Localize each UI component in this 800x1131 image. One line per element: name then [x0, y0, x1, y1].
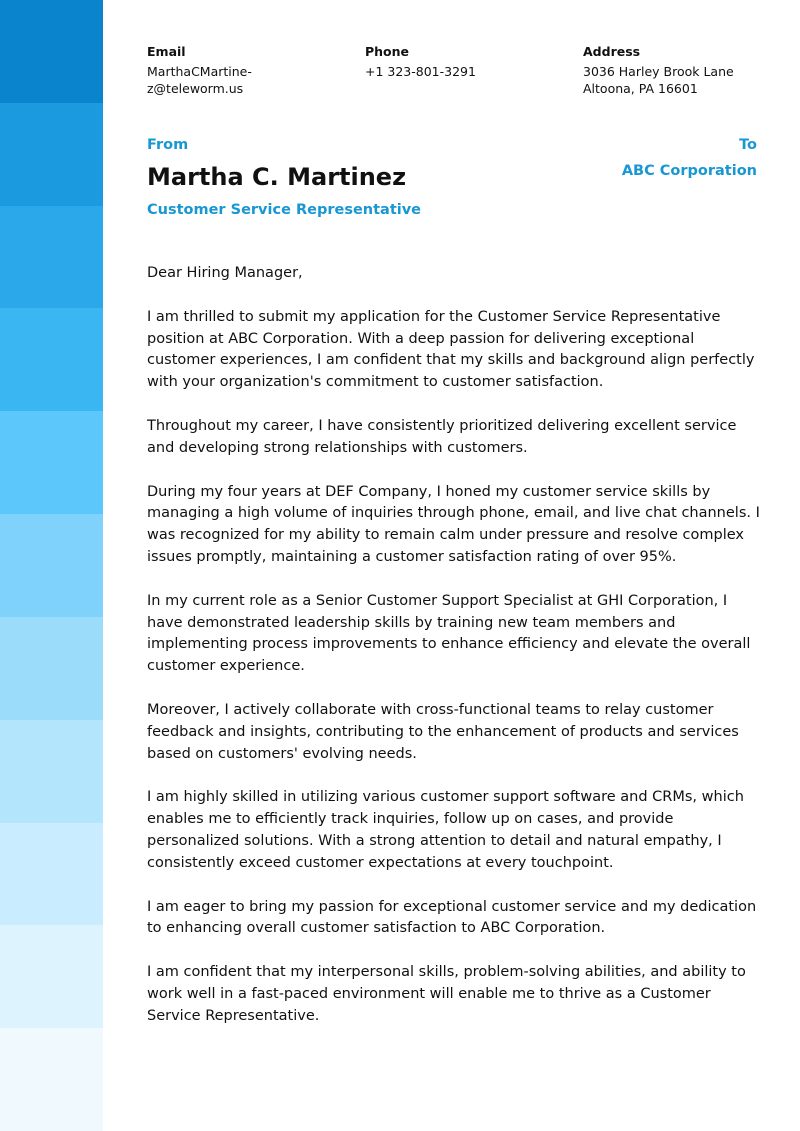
- from-label: From: [147, 137, 189, 153]
- strip-block: [0, 617, 103, 720]
- to-label: To: [739, 137, 757, 153]
- body-paragraph: I am highly skilled in utilizing various customer support software and CRMs, which enables me to efficiently track inquiries, follow up on cases, and provide personalized solutions. With a strong attention to detail and natural empathy, I consistently exceed customer expectations at every touchpoint.: [147, 789, 744, 871]
- strip-block: [0, 103, 103, 206]
- strip-block: [0, 925, 103, 1028]
- email-line-2: z@teleworm.us: [147, 81, 244, 96]
- strip-block: [0, 720, 103, 823]
- body-paragraph: Throughout my career, I have consistently prioritized delivering excellent service and developing strong relationships with customers.: [147, 417, 737, 456]
- phone-block: [365, 43, 476, 80]
- sender-job-title: Customer Service Representative: [147, 202, 422, 218]
- email-block: [147, 43, 252, 97]
- letter-body: [147, 263, 761, 1050]
- body-paragraph: I am eager to bring my passion for exceptional customer service and my dedication to enhancing overall customer satisfaction to ABC Corporation.: [147, 898, 757, 937]
- contact-row: [147, 43, 759, 103]
- email-line-1: MarthaCMartine-: [147, 64, 252, 79]
- email-label: Email: [147, 44, 186, 59]
- strip-block: [0, 411, 103, 514]
- decorative-side-strip: [0, 0, 103, 1131]
- phone-value[interactable]: [365, 63, 476, 80]
- strip-block: [0, 1028, 103, 1131]
- body-paragraph: In my current role as a Senior Customer Support Specialist at GHI Corporation, I have demonstrated leadership skills by training new team members and implementing process improvements to enhance efficiency and elevate the overall customer experience.: [147, 592, 751, 675]
- address-value: [583, 63, 734, 97]
- salutation: Dear Hiring Manager,: [147, 265, 303, 281]
- recipient-company: ABC Corporation: [621, 163, 757, 179]
- address-label: Address: [583, 44, 641, 59]
- email-value[interactable]: [147, 63, 252, 97]
- body-paragraph: Moreover, I actively collaborate with cross-functional teams to relay customer feedback and insights, contributing to the enhancement of products and services based on customers' evolving needs.: [147, 701, 739, 762]
- strip-block: [0, 206, 103, 309]
- phone-number: +1 323-801-3291: [365, 64, 476, 79]
- body-paragraph: During my four years at DEF Company, I honed my customer service skills by managing a high volume of inquiries through phone, email, and live chat channels. I was recognized for my ability to remain calm under pressure and resolve complex issues promptly, maintaining a customer satisfaction rating of over 95%.: [147, 483, 760, 565]
- address-block: [583, 43, 734, 97]
- address-line-1: 3036 Harley Brook Lane: [583, 64, 734, 79]
- strip-block: [0, 823, 103, 926]
- sender-name: Martha C. Martinez: [147, 163, 407, 191]
- phone-label: Phone: [365, 44, 410, 59]
- strip-block: [0, 0, 103, 103]
- body-paragraph: I am confident that my interpersonal skills, problem-solving abilities, and ability to work well in a fast-paced environment will enable me to thrive as a Customer Service Representative.: [147, 964, 746, 1024]
- address-line-2: Altoona, PA 16601: [583, 81, 698, 96]
- strip-block: [0, 308, 103, 411]
- strip-block: [0, 514, 103, 617]
- body-paragraph: I am thrilled to submit my application for the Customer Service Representative position at ABC Corporation. With a deep passion for delivering exceptional customer experiences, I am confident that my skills and background align perfectly with your organization's commitment to customer satisfaction.: [147, 308, 755, 391]
